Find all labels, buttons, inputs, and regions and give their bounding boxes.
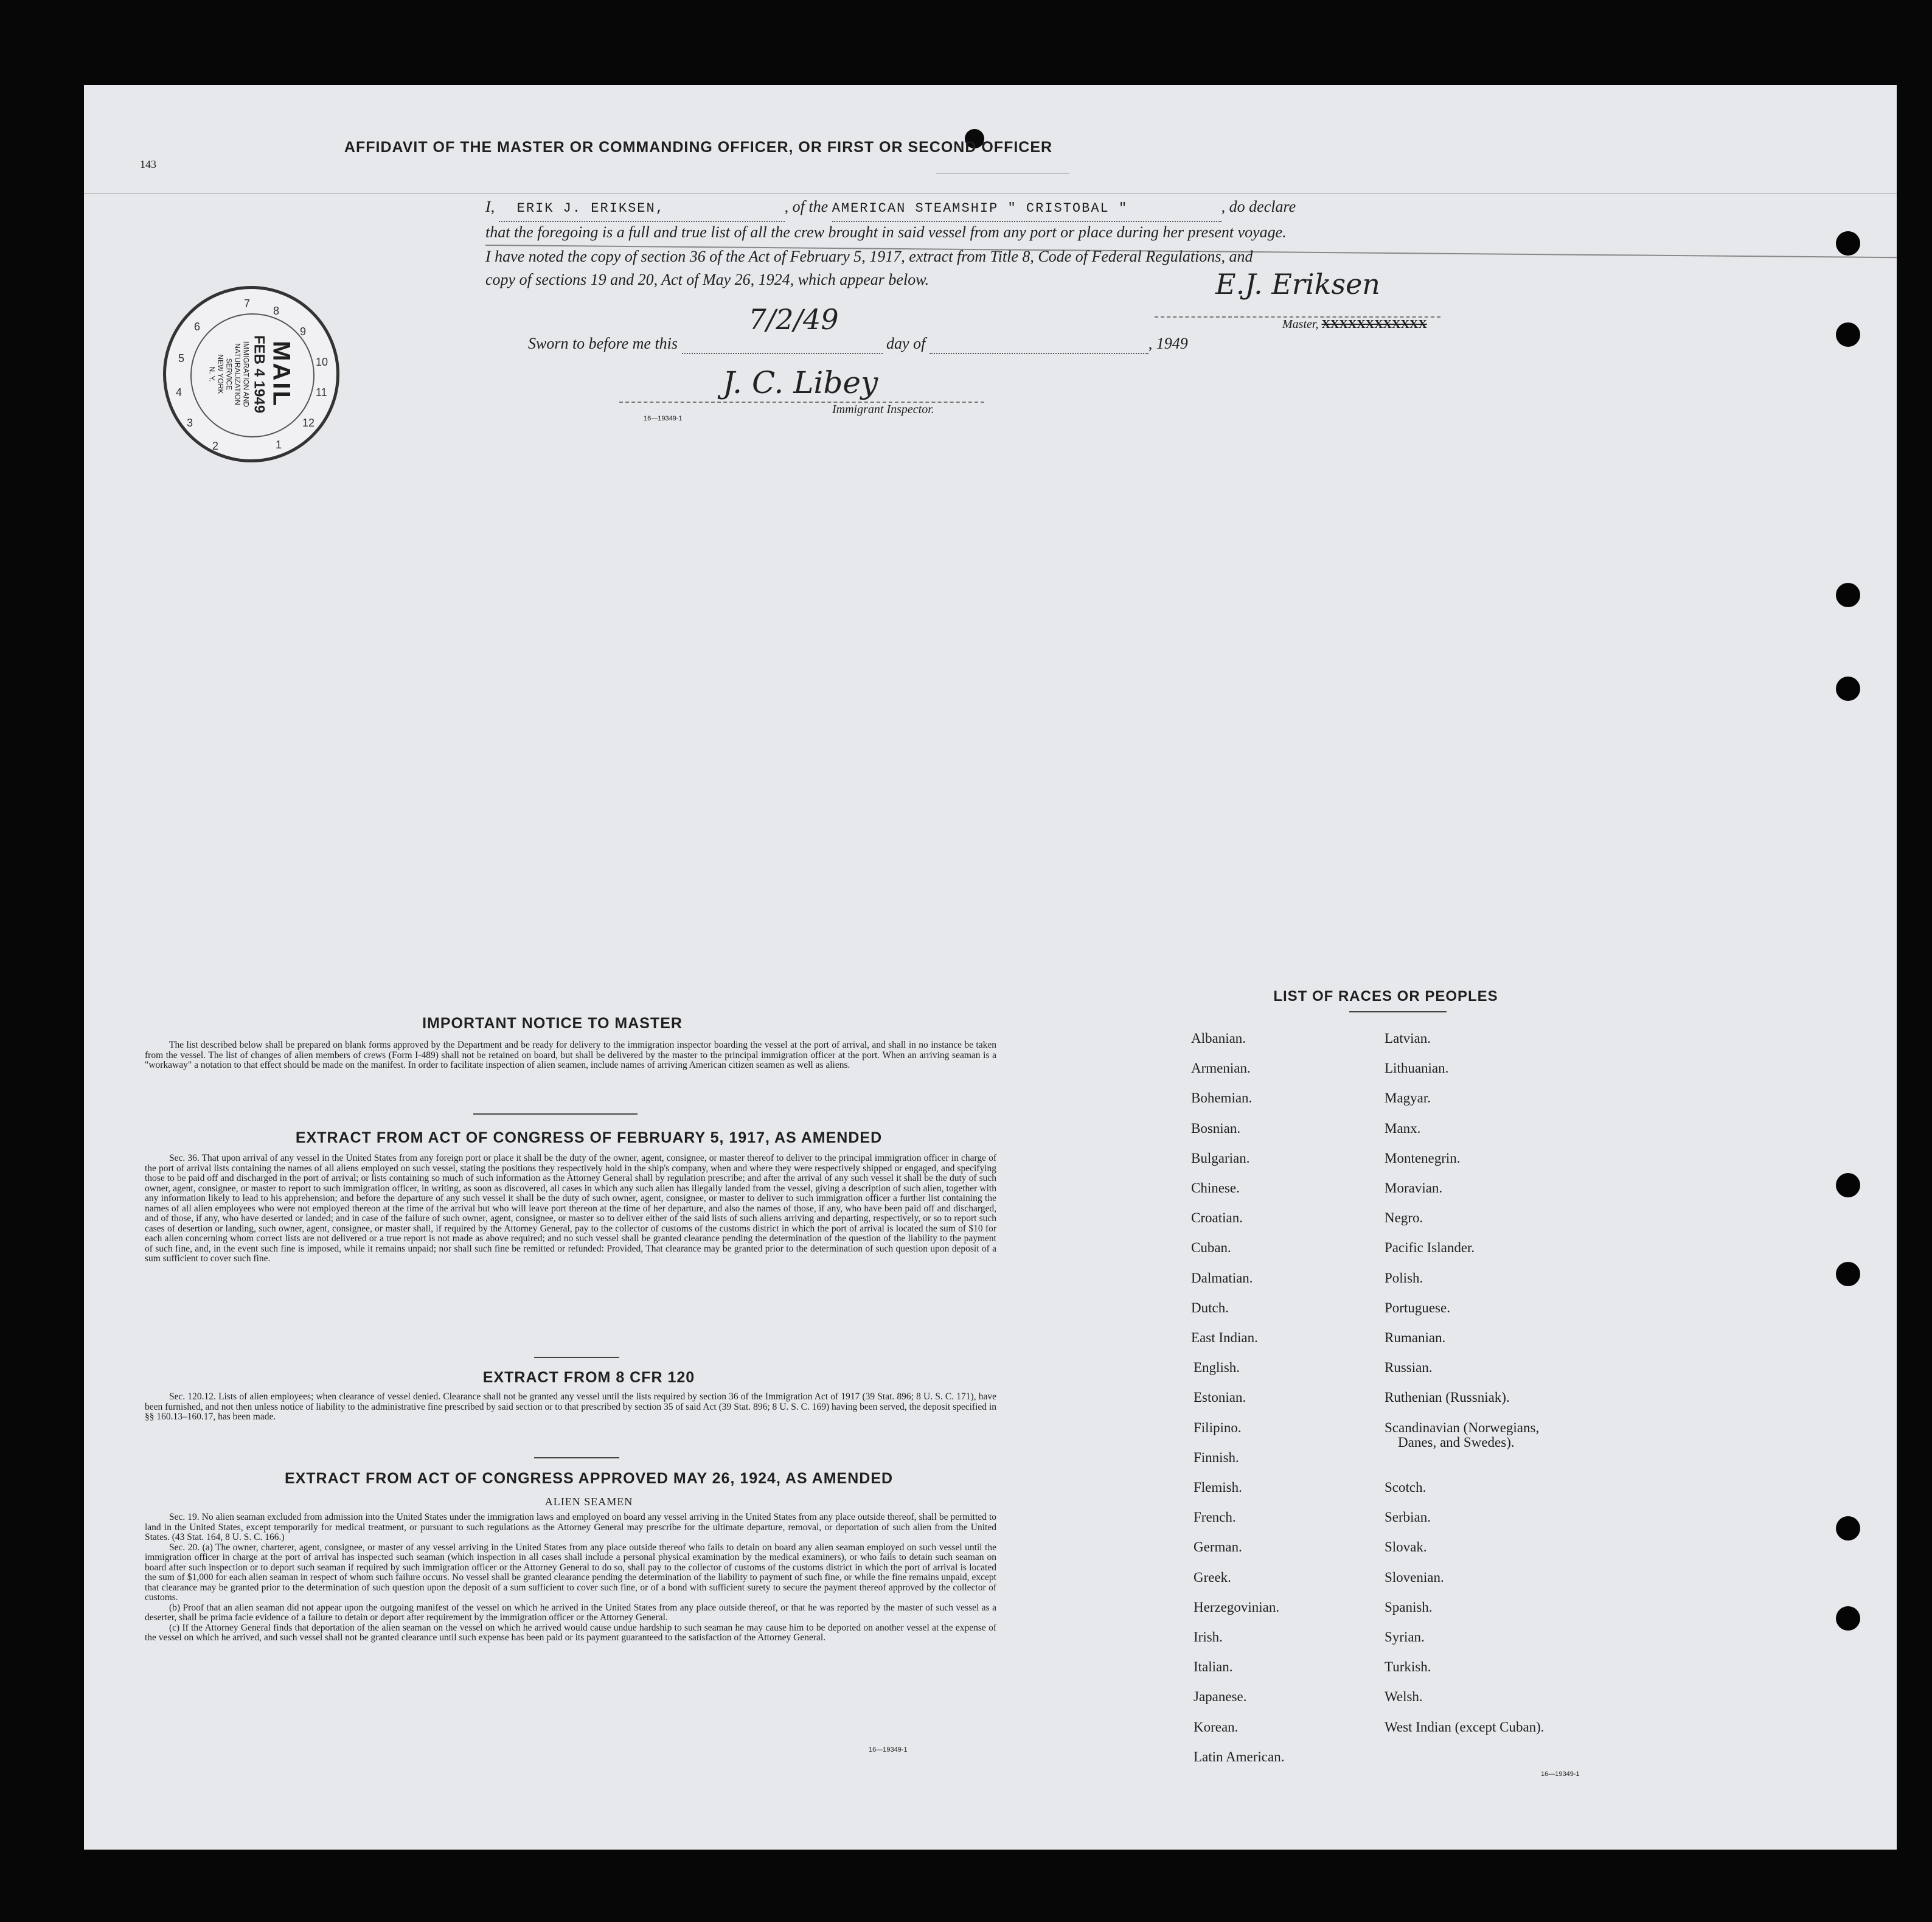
race-item: Greek. bbox=[1194, 1570, 1231, 1585]
stamp-clock-number: 3 bbox=[187, 417, 193, 429]
race-item: Armenian. bbox=[1191, 1060, 1251, 1076]
race-item: Dutch. bbox=[1191, 1300, 1229, 1315]
extract-cfr-body bbox=[145, 1392, 996, 1422]
binder-hole bbox=[1836, 322, 1860, 347]
stamp-date: FEB 4 1949 bbox=[251, 335, 268, 414]
race-item: Polish. bbox=[1385, 1270, 1423, 1286]
sworn-year: 1949 bbox=[1156, 335, 1188, 352]
stamp-clock-number: 1 bbox=[276, 439, 282, 451]
extract-1924-title: EXTRACT FROM ACT OF CONGRESS APPROVED MAY 26, 1924, AS AMENDED bbox=[284, 1470, 894, 1487]
stamp-line-1: IMMIGRATION AND bbox=[241, 341, 251, 408]
section-divider bbox=[473, 1113, 638, 1115]
race-item: Bosnian. bbox=[1191, 1121, 1241, 1136]
race-item: Portuguese. bbox=[1385, 1300, 1450, 1315]
margin-mark: 143 bbox=[140, 158, 156, 170]
race-item: Chinese. bbox=[1191, 1180, 1240, 1196]
notice-paragraph: The list described below shall be prepared on blank forms approved by the Department and be ready for delivery to the immigration inspector boarding the vessel at the port of arrival, and shall in no instance be taken from the vessel. The list of changes of alien members of crews (Form I-489) shall not be retained on board, but shall be delivered by the master to the principal immigration officer at the port. When an arriving seaman is a "workaway" a notation to that effect should be made on the manifest. In order to facilitate inspection of alien seamen, include names of arriving American citizen seamen as well as aliens. bbox=[145, 1040, 996, 1070]
sworn-row: Sworn to before me this 7/2/49 day of , 1949 bbox=[528, 335, 1188, 354]
race-item: Bohemian. bbox=[1191, 1090, 1253, 1105]
binder-hole bbox=[1836, 1173, 1860, 1197]
races-title-underline bbox=[1349, 1011, 1447, 1012]
race-item: Turkish. bbox=[1385, 1659, 1431, 1674]
declaration-pronoun: I, bbox=[485, 198, 495, 215]
race-item: German. bbox=[1194, 1539, 1242, 1555]
race-item: West Indian (except Cuban). bbox=[1385, 1719, 1545, 1735]
stamp-clock-number: 6 bbox=[194, 321, 201, 333]
declaration-of-the: , of the bbox=[784, 198, 829, 215]
binder-hole bbox=[1836, 1516, 1860, 1541]
race-item: Filipino. bbox=[1194, 1420, 1242, 1435]
document-sheet bbox=[84, 85, 1897, 1850]
master-label-struck: XXXXXXXXXXXX bbox=[1321, 318, 1427, 331]
race-item: Pacific Islander. bbox=[1385, 1240, 1475, 1255]
form-number-extract: 16—19349-1 bbox=[869, 1746, 908, 1753]
section-divider bbox=[534, 1357, 619, 1358]
race-item: Scandinavian (Norwegians, bbox=[1385, 1420, 1540, 1435]
binder-hole bbox=[1836, 231, 1860, 256]
master-signature: E.J. Eriksen bbox=[1215, 268, 1380, 301]
stamp-clock-number: 2 bbox=[212, 440, 219, 452]
race-item: Latin American. bbox=[1194, 1749, 1285, 1764]
race-item: Lithuanian. bbox=[1385, 1060, 1449, 1076]
binder-hole bbox=[1836, 1606, 1860, 1631]
declaration-line-2: that the foregoing is a full and true list of all the crew brought in said vessel from any port or place during her present voyage. bbox=[485, 223, 1287, 241]
day-of-text: day of bbox=[886, 335, 926, 352]
race-item: Welsh. bbox=[1385, 1689, 1423, 1704]
race-item: Manx. bbox=[1385, 1121, 1421, 1136]
extract-cfr-paragraph: Sec. 120.12. Lists of alien employees; when clearance of vessel denied. Clearance shall not be granted any vessel until the lists required by section 36 of the Immigration Act of 1917 (39 Stat. 896; 8 U. S. C. 171), have been furnished, and not then unless notice of liability to the administrative fine prescribed by said section or to that prescribed by section 35 of said Act (39 Stat. 896; 8 U. S. C. 169) having been served, the deposit specified in §§ 160.13–160.17, has been made. bbox=[145, 1391, 996, 1422]
race-item: Herzegovinian. bbox=[1194, 1600, 1280, 1615]
race-item: Russian. bbox=[1385, 1360, 1433, 1375]
mail-stamp bbox=[163, 286, 339, 462]
race-item: Scotch. bbox=[1385, 1480, 1426, 1495]
master-label bbox=[1282, 318, 1427, 332]
stamp-word: MAIL bbox=[268, 341, 295, 408]
stamp-clock-number: 7 bbox=[244, 298, 251, 310]
extract-1917-paragraph: Sec. 36. That upon arrival of any vessel in the United States from any foreign port or place it shall be the duty of the owner, agent, consignee, or master thereof to deliver to the principal immigration officer in charge of the port of arrival lists containing the names of all aliens employed on such vessel, stating the positions they respectively hold in the ship's company, when and where they were respectively shipped or engaged, and specifying those to be paid off and discharged in the port of arrival; or lists containing so much of such information as the Attorney General shall by regulation prescribe; and after the arrival of any such vessel it shall be the duty of such owner, agent, consignee, or master to report to such immigration officer, in writing, as soon as discovered, all cases in which any such alien has illegally landed from the vessel, giving a description of such alien, together with any information likely to lead to his apprehension; and before the departure of any such vessel it shall be the duty of such owner, agent, consignee, or master to deliver to such immigration officer a further list containing the names of all alien employees who were not employed thereon at the time of the arrival but who will leave port thereon at the time of her departure, and also the names of those, if any, who have been paid off and discharged, and of those, if any, who have deserted or landed; and in case of the failure of such owner, agent, consignee, or master so to deliver either of the said lists of such aliens arriving and departing, respectively, or so to report such cases of desertion or landing, such owner, agent, consignee, or master shall, if required by the Attorney General, pay to the collector of customs of the customs district in which the port of arrival is located the sum of $10 for each alien concerning whom correct lists are not delivered or a true report is not made as above required; and no such vessel shall be granted clearance pending the determination of the question of the liability to the payment of such fine, and, in the event such fine is imposed, while it remains unpaid; nor shall such fine be remitted or refunded: Provided, That clearance may be granted prior to the determination of such question upon deposit of a sum sufficient to cover such fine. bbox=[145, 1153, 996, 1264]
declaration-line-3: I have noted the copy of section 36 of the Act of February 5, 1917, extract from Title 8, Code of Federal Regulations, and bbox=[485, 248, 1253, 265]
extract-1917-title: EXTRACT FROM ACT OF CONGRESS OF FEBRUARY 5, 1917, AS AMENDED bbox=[295, 1129, 883, 1146]
stamp-text bbox=[208, 335, 295, 413]
stamp-clock-number: 11 bbox=[316, 386, 327, 399]
master-name: ERIK J. ERIKSEN, bbox=[516, 201, 665, 216]
extract-1917-body bbox=[145, 1154, 996, 1264]
race-item: Ruthenian (Russniak). bbox=[1385, 1390, 1510, 1405]
notice-title: IMPORTANT NOTICE TO MASTER bbox=[422, 1015, 683, 1032]
race-item: Danes, and Swedes). bbox=[1398, 1435, 1515, 1450]
stamp-clock-number: 8 bbox=[273, 305, 280, 317]
stamp-clock-number: 12 bbox=[302, 417, 315, 429]
race-item: Finnish. bbox=[1194, 1450, 1239, 1465]
extract-1924-subtitle: ALIEN SEAMEN bbox=[544, 1495, 633, 1508]
inspector-signature: J. C. Libey bbox=[723, 365, 878, 400]
affidavit-title: AFFIDAVIT OF THE MASTER OR COMMANDING OFFICER, OR FIRST OR SECOND OFFICER bbox=[344, 139, 1053, 156]
sec-19-paragraph: Sec. 19. No alien seaman excluded from admission into the United States under the immigration laws and employed on board any vessel arriving in the United States from any place outside thereof, shall be permitted to land in the United States, except temporarily for medical treatment, or pursuant to such regulations as the Attorney General may prescribe for the ultimate departure, removal, or deportation of such alien from the United States. (43 Stat. 164, 8 U. S. C. 166.) bbox=[145, 1512, 996, 1542]
race-item: Irish. bbox=[1194, 1629, 1223, 1645]
declaration-line-1 bbox=[485, 195, 1556, 222]
stamp-clock-number: 4 bbox=[176, 386, 182, 399]
stamp-line-2: NATURALIZATION bbox=[233, 343, 242, 405]
fold-line bbox=[84, 193, 1897, 194]
stamp-clock-number: 9 bbox=[300, 326, 307, 338]
race-item: Slovak. bbox=[1385, 1539, 1427, 1555]
sworn-text: Sworn to before me this bbox=[528, 335, 678, 352]
race-item: Albanian. bbox=[1191, 1031, 1246, 1046]
stamp-clock-number: 5 bbox=[178, 352, 185, 364]
sec-20b-paragraph: (b) Proof that an alien seaman did not appear upon the outgoing manifest of the vessel on which he arrived in the United States from any place outside thereof, or that he was reported by the master of such vessel as a deserter, shall be prima facie evidence of a failure to detain or deport after requirement by the immigration officer or the Attorney General. bbox=[145, 1602, 996, 1623]
race-item: Latvian. bbox=[1385, 1031, 1431, 1046]
stamp-line-3: SERVICE bbox=[224, 358, 234, 391]
section-divider bbox=[534, 1457, 619, 1458]
race-item: French. bbox=[1194, 1509, 1236, 1525]
sec-20a-paragraph: Sec. 20. (a) The owner, charterer, agent, consignee, or master of any vessel arriving in the United States from any place outside thereof who fails to detain on board any alien seaman employed on such vessel until the immigration officer in charge at the port of arrival has inspected such seaman (which inspection in all cases shall include a personal physical examination by the medical examiners), or who fails to detain such seaman on board after such inspection or to deport such seaman if required by such immigration officer or the Attorney General to do so, shall pay to the collector of customs of the customs district in which the port of arrival is located the sum of $1,000 for each alien seaman in respect of whom such failure occurs. No vessel shall be granted clearance pending the determination of the liability to payment of such fine, or while the fine remains unpaid, except that clearance may be granted prior to the determination of such question upon the deposit of a sum sufficient to cover such fine, or of a bond with sufficient surety to secure the payment thereof approved by the collector of customs. bbox=[145, 1542, 996, 1603]
binder-hole bbox=[1836, 1262, 1860, 1286]
extract-cfr-title: EXTRACT FROM 8 CFR 120 bbox=[482, 1369, 695, 1386]
race-item: Estonian. bbox=[1194, 1390, 1246, 1405]
declaration-line-4: copy of sections 19 and 20, Act of May 26, 1924, which appear below. bbox=[485, 271, 930, 288]
race-item: Flemish. bbox=[1194, 1480, 1242, 1495]
sec-20c-paragraph: (c) If the Attorney General finds that deportation of the alien seaman on the vessel on which he arrived would cause undue hardship to such seaman he may cause him to be deported on another vessel at the expense of the vessel on which he arrived, and such vessel shall not be granted clearance until such expense has been paid or its payment guaranteed to the satisfaction of the Attorney General. bbox=[145, 1622, 996, 1643]
race-item: Bulgarian. bbox=[1191, 1151, 1250, 1166]
race-item: Dalmatian. bbox=[1191, 1270, 1253, 1286]
binder-hole bbox=[1836, 677, 1860, 701]
sworn-date: 7/2/49 bbox=[748, 303, 839, 336]
race-item: Montenegrin. bbox=[1385, 1151, 1461, 1166]
master-label-text: Master, bbox=[1282, 318, 1319, 331]
notice-body bbox=[145, 1040, 996, 1071]
stamp-clock-number: 10 bbox=[316, 356, 328, 368]
race-item: Japanese. bbox=[1194, 1689, 1247, 1704]
form-number-races: 16—19349-1 bbox=[1541, 1771, 1580, 1778]
race-item: Slovenian. bbox=[1385, 1570, 1444, 1585]
race-item: Spanish. bbox=[1385, 1600, 1433, 1615]
race-item: East Indian. bbox=[1191, 1330, 1258, 1345]
race-item: Rumanian. bbox=[1385, 1330, 1446, 1345]
race-item: Croatian. bbox=[1191, 1210, 1243, 1225]
stamp-city: NEW YORK bbox=[216, 354, 225, 394]
race-item: Syrian. bbox=[1385, 1629, 1425, 1645]
race-item: Italian. bbox=[1194, 1659, 1233, 1674]
declaration-do-declare: , do declare bbox=[1221, 198, 1296, 215]
race-item: Negro. bbox=[1385, 1210, 1423, 1225]
race-item: Moravian. bbox=[1385, 1180, 1443, 1196]
vessel-name: AMERICAN STEAMSHIP " CRISTOBAL " bbox=[832, 201, 1128, 216]
race-item: Cuban. bbox=[1191, 1240, 1231, 1255]
race-item: Serbian. bbox=[1385, 1509, 1431, 1525]
race-item: English. bbox=[1194, 1360, 1240, 1375]
stamp-state: N. Y. bbox=[207, 366, 217, 382]
race-item: Magyar. bbox=[1385, 1090, 1431, 1105]
extract-1924-body bbox=[145, 1513, 996, 1643]
races-title: LIST OF RACES OR PEOPLES bbox=[1273, 988, 1498, 1005]
inspector-label: Immigrant Inspector. bbox=[832, 403, 934, 416]
race-item: Korean. bbox=[1194, 1719, 1239, 1735]
binder-hole bbox=[1836, 583, 1860, 607]
form-number-top: 16—19349-1 bbox=[644, 415, 683, 422]
